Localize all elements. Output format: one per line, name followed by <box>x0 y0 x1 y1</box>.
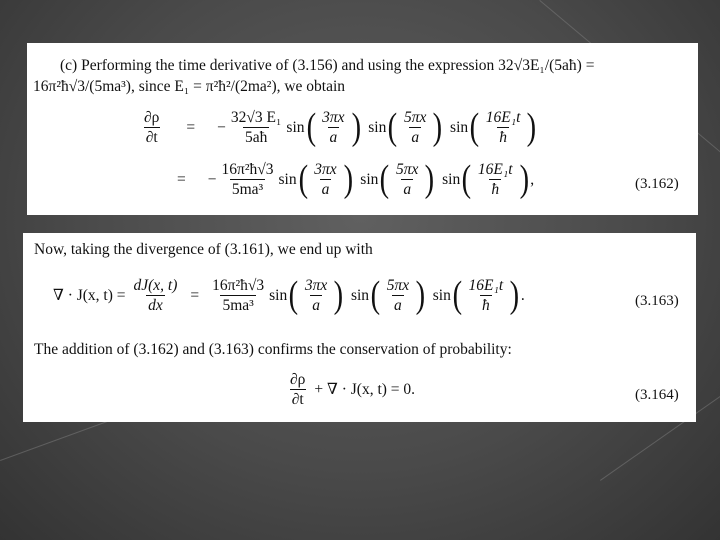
coefficient-fraction: $\frac{\text{32√3 E₁}}{5aħ}$ <box>230 109 282 147</box>
equation-row-1: $\frac{\partial\rho}{\partial t}$ = − $\frac{\text{32√3 E₁}}{5aħ}$ sin ( $\frac{3\pi x}{a}$ ) sin ( $\frac{5\pi x}{a}$ ) sin ( $\frac{\text{16E₁t}}{ħ}$ ) <box>144 106 537 149</box>
equation-row-2: = − $\frac{\text{16π²ħ√3}}{\text{5ma³}}$ sin ( $\frac{3\pi x}{a}$ ) sin ( $\frac{5\pi x}{a}$ ) sin ( $\frac{\text{16E₁t}}{ħ}$ ) , <box>177 158 535 201</box>
intro-text: (c) Performing the time derivative of (3.156) and using the expression 32 <box>60 57 514 74</box>
intro-line-1: (c) Performing the time derivative of (3.156) and using the expression 32√3E₁/(5aħ) = <box>60 57 595 74</box>
equation-number: (3.163) <box>635 293 679 309</box>
divergence-intro: Now, taking the divergence of (3.161), we end up with <box>34 241 373 258</box>
equation-row-163: ∇ · J(x, t) = $\frac{dJ(x, t)}{dx}$ = $\frac{\text{16π²ħ√3}}{\text{5ma³}}$ sin ( $\frac{3\pi x}{a}$ ) sin ( $\frac{5\pi x}{a}$ ) sin ( $\frac{\text{16E₁t}}{ħ}$ ) . <box>53 274 525 317</box>
coefficient-fraction: $\frac{\text{16π²ħ√3}}{\text{5ma³}}$ <box>221 161 274 199</box>
equation-panel-2 <box>23 233 696 422</box>
drho-dt-fraction: $\frac{\partial\rho}{\partial t}$ <box>290 371 306 409</box>
equation-row-164 <box>285 371 415 408</box>
divergence-lhs: ∇ · J(x, t) = <box>53 287 126 305</box>
drho-dt-fraction: $\frac{\partial\rho}{\partial t}$ <box>144 109 160 147</box>
equation-number: (3.162) <box>635 176 679 192</box>
intro-text-rest: 3E₁/(5aħ) = <box>522 57 595 74</box>
dj-dx-fraction: $\frac{dJ(x, t)}{dx}$ <box>133 277 178 315</box>
equation-number: (3.164) <box>635 387 679 403</box>
equation-panel-1 <box>27 43 698 215</box>
intro-line-2: 16π²ħ√3/(5ma³), since E₁ = π²ħ²/(2ma²), we obtain <box>33 78 346 95</box>
conservation-rhs: + ∇ · J(x, t) = 0. <box>314 381 416 399</box>
sin-label: sin <box>286 118 305 136</box>
conservation-intro: The addition of (3.162) and (3.163) confirms the conservation of probability: <box>34 341 512 358</box>
coefficient-fraction: $\frac{\text{16π²ħ√3}}{\text{5ma³}}$ <box>212 277 265 315</box>
